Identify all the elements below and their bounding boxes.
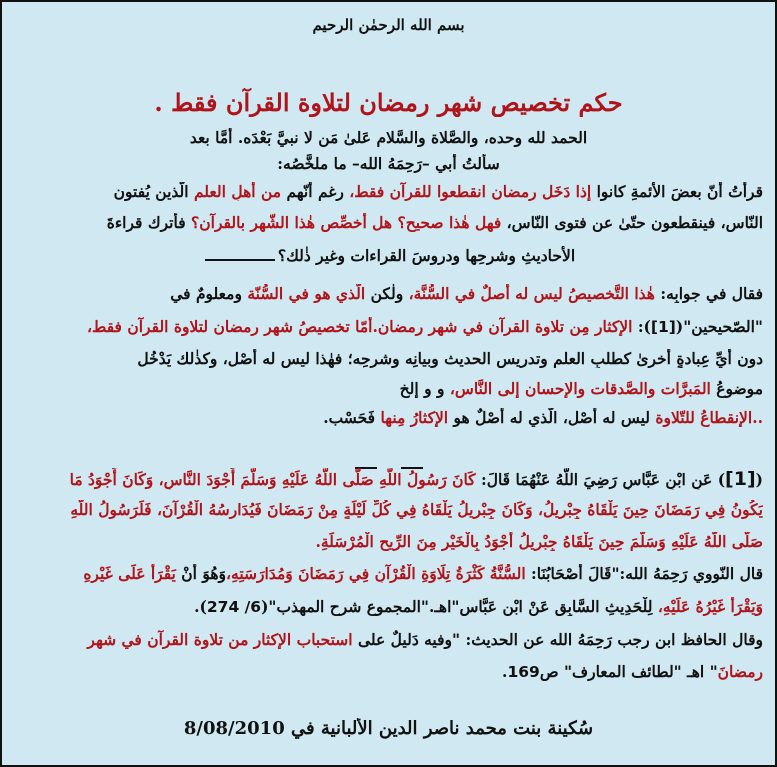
question-text: رغم أنّهم (286, 182, 344, 201)
footnote-number[interactable]: [1] (725, 468, 756, 490)
footnote-ref[interactable]: [1] (650, 318, 676, 336)
answer-text: ليس له أصْل، الّذي له أصْلٌ هو (453, 408, 651, 427)
question-line-3 (14, 246, 763, 265)
question-line-2 (14, 213, 763, 232)
page-title: حكم تخصيص شهر رمضان لتلاوة القرآن فقط . (154, 88, 623, 117)
footnote-close: ) (717, 470, 726, 489)
signature: سُكينة بنت محمد ناصر الدين الألبانية في 8/08/2010 (183, 718, 594, 739)
blank-line (205, 259, 275, 261)
question-text: فأترك قراءةَ (106, 213, 186, 232)
nawawi-text: ). (194, 597, 207, 616)
nawawi-line-1 (14, 564, 763, 583)
ibnrajab-highlight: رمضانَ (717, 662, 763, 681)
question-highlight: من أهلِ العلم (193, 182, 282, 201)
nawawi-text: وَهُوَ أَنْ (181, 564, 227, 583)
nawawi-highlight: يَقْرَأَ عَلَى غَيْرِهِ (83, 564, 176, 583)
footnote-open: ( (755, 470, 763, 489)
nawawi-highlight: السُّنَّةُ كَثْرَةُ تِلَاوَةِ الْقُرْآنِ فِي رَمَضَانَ وَمُدَارَسَتِهِ، (226, 564, 526, 583)
answer-text: ): (637, 317, 651, 336)
answer-highlight: الإكثار مِن تلاوة القرآن في شهرِ رمضان. (372, 317, 633, 336)
nawawi-line-2 (14, 597, 763, 616)
footnote-line-1 (14, 468, 763, 490)
ibnrajab-line-1 (14, 630, 763, 649)
answer-line-5 (14, 408, 763, 427)
document-body (14, 2, 763, 765)
answer-text: موضوعُ (716, 379, 763, 398)
nawawi-highlight: وَيَقْرَأَ غَيْرُهُ عَلَيْهِ، (657, 597, 763, 616)
nawawi-text: لِلْحَدِيثِ السَّابِقِ عَنْ ابْنِ عَبَّاسٍ"اهـ."المجموع شرح المهذب"( (261, 597, 653, 616)
answer-line-3: دون أيِّ عِبادةٍ أُخرىٰ كطلبِ العلم وتدريس الحديث وبيانِه وشرحِه؛ فهٰذا ليس له أصْل، وكذٰلك يَدْخُل (137, 349, 763, 368)
ibnrajab-text: " اهـ "لطائف المعارف" ص (539, 662, 718, 681)
footnote-line-3: صَلَّى اللَّهُ عَلَيْهِ وَسَلَّمَ حِينَ يَلْقَاهُ جِبْرِيلُ أَجْوَدُ بِالْخَيْرِ مِنَ الرِّيحِ الْمُرْسَلَةِ. (315, 532, 763, 551)
intro-line-2: سألتُ أبي –رَحِمَهُ الله– ما ملخَّصُه: (277, 154, 500, 173)
question-text: الّذين يُفتون (113, 182, 189, 201)
answer-text: "الصّحيحين"( (675, 317, 763, 336)
answer-highlight: هٰذا التَّخصيصُ ليس له أصلٌ في السُّنَّة، (408, 284, 655, 303)
intro-line-1: الحمد لله وحده، والصَّلاة والسَّلام عَلىٰ مَن لا نبيَّ بَعْدَه. أمَّا بعد (189, 128, 588, 147)
question-highlight: إذا دَخَل رمضان انقطعوا للقرآن فقط، (349, 182, 592, 201)
ibnrajab-highlight: استحباب الإكثار من تلاوة القرآن في شهرِ (87, 630, 353, 649)
ibnrajab-text: . (502, 662, 508, 681)
footnote-line-2: يَكُونُ فِي رَمَضَانَ حِينَ يَلْقَاهُ جِبْرِيلُ، وَكَانَ جِبْرِيلُ يَلْقَاهُ فِي كُلِّ لَيْلَةٍ مِنْ رَمَضَانَ فَيُدَارِسُهُ الْقُرْآنَ، فَلَرَسُولُ اللَّهِ (70, 500, 763, 519)
answer-dots: .. (752, 408, 763, 427)
question-line-1 (14, 182, 763, 201)
answer-line-1 (14, 284, 763, 303)
answer-text: ولٰكن (370, 284, 404, 303)
answer-line-2 (14, 317, 763, 336)
answer-text: و و إلخ (399, 379, 445, 398)
footnote-text: عَنِ ابْنِ عَبَّاسٍ رَضِيَ اللَّهُ عَنْهُمَا قَالَ: (480, 470, 713, 489)
question-highlight: فهل هٰذا صحيح؟ هل أخصِّص هٰذا الشّهر بالقرآن؟ (191, 213, 502, 232)
answer-highlight: الّذي هو في السُّنّة (247, 284, 366, 303)
ibnrajab-text: وقال الحافظ ابن رجب رَحِمَهُ الله عن الحديث: "وفيه دَليلٌ على (357, 630, 763, 649)
answer-text: فقال في جوابِه: (660, 284, 763, 303)
answer-highlight: المَبرَّات والصَّدقات والإحسان إلى النَّاس، (449, 379, 711, 398)
footnote-hadith: كَانَ رَسُولُ اللَّهِ صَلَّى اللَّهُ عَلَيْهِ وَسَلَّمَ أَجْوَدَ النَّاسِ، وَكَانَ أَجْوَدُ مَا (69, 470, 476, 489)
basmala: بسم الله الرحمٰن الرحيم (312, 16, 465, 34)
answer-highlight: الإنقطاعُ للتّلاوة (655, 408, 753, 427)
question-text: قرأتُ أنّ بعضَ الأئمةِ كانوا (596, 182, 763, 201)
nawawi-text: قال النّووي رَحِمَهُ الله:"قَالَ أَصْحَابُنَا: (531, 564, 763, 583)
question-text: الأحاديثِ وشرحِها ودروسَ القراءات وغير ذٰلك؟ (277, 246, 576, 265)
question-text: النّاس، فينقطعون حتّىٰ عن فتوى النّاس، (506, 213, 763, 232)
nawawi-ref: 6/ 274 (206, 598, 262, 616)
ibnrajab-line-2 (14, 662, 763, 681)
answer-highlight: الإكثارُ مِنها (380, 408, 449, 427)
answer-text: فَحَسْب. (323, 408, 376, 427)
ibnrajab-page: 169 (507, 663, 540, 681)
answer-highlight: أمّا تخصيصُ شهرِ رمضان لتلاوة القرآن فقط، (87, 317, 373, 336)
answer-line-4 (14, 379, 763, 398)
answer-text: ومعلومٌ في (170, 284, 242, 303)
